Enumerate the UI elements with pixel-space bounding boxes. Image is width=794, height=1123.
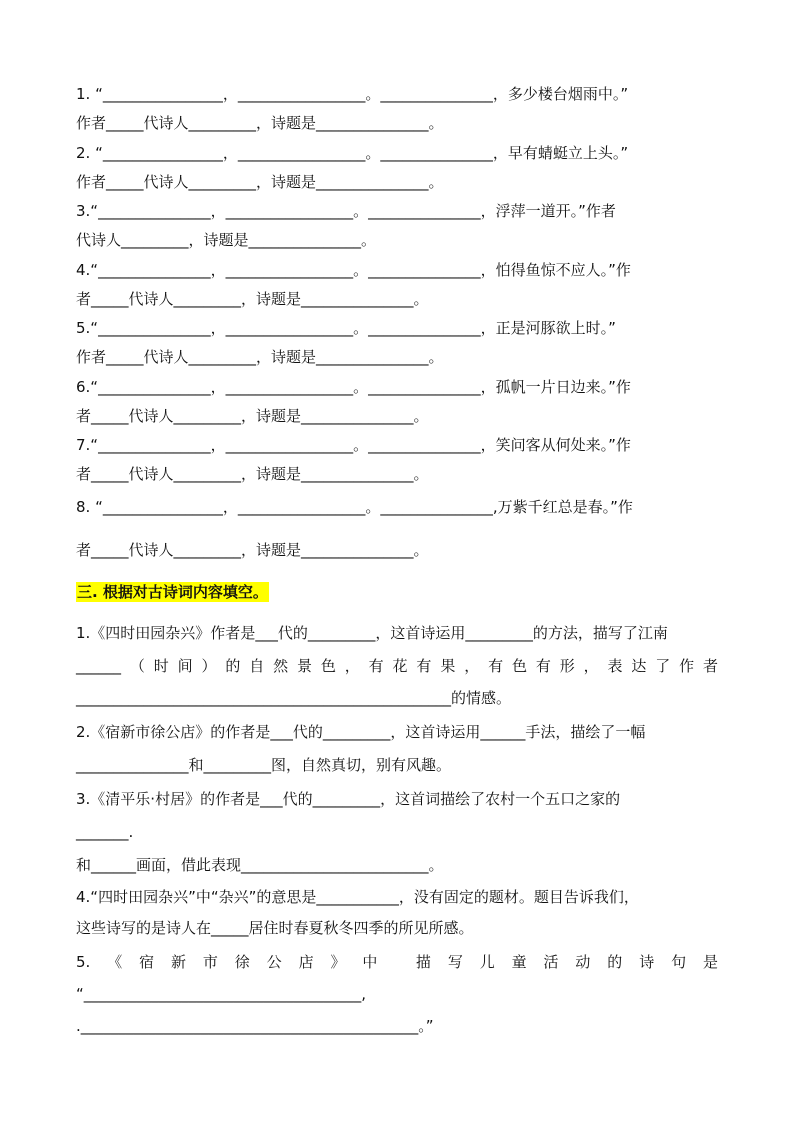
s3-q2-line1: 2.《宿新市徐公店》的作者是___代的_________，这首诗运用______手法，描绘了一幅 bbox=[76, 723, 646, 741]
q5-verse-line: 5.“_______________，_________________。_______________，正是河豚欲上时。” bbox=[76, 319, 616, 337]
q7-author-line: 者_____代诗人_________，诗题是_______________。 bbox=[76, 465, 429, 483]
s3-q1-line3: __________________________________________________的情感。 bbox=[76, 689, 512, 707]
q1-verse-line: 1. “________________，_________________。_______________，多少楼台烟雨中。” bbox=[76, 85, 629, 103]
s3-q5-line1: 5.《宿新市徐公店》中 描写儿童活动的诗句是 bbox=[76, 953, 718, 971]
q3-verse-line: 3.“_______________，_________________。_______________，浮萍一道开。”作者 bbox=[76, 202, 616, 220]
s3-q5-line2: “_____________________________________, bbox=[76, 985, 367, 1003]
q7-verse-line: 7.“_______________，_________________。_______________，笑问客从何处来。”作 bbox=[76, 436, 631, 454]
q6-author-line: 者_____代诗人_________，诗题是_______________。 bbox=[76, 407, 429, 425]
s3-q3-line3: 和______画面，借此表现_________________________。 bbox=[76, 856, 444, 874]
s3-q1-line1: 1.《四时田园杂兴》作者是___代的_________，这首诗运用_________的方法，描写了江南 bbox=[76, 624, 668, 642]
s3-q3-line2: _______. bbox=[76, 823, 134, 841]
s3-q4-line2: 这些诗写的是诗人在_____居住时春夏秋冬四季的所见所感。 bbox=[76, 919, 474, 937]
q1-author-line: 作者_____代诗人_________，诗题是_______________。 bbox=[76, 114, 444, 132]
q2-author-line: 作者_____代诗人_________，诗题是_______________。 bbox=[76, 173, 444, 191]
section-three-heading: 三. 根据对古诗词内容填空。 bbox=[77, 583, 268, 601]
s3-q2-line2: _______________和_________图，自然真切，别有风趣。 bbox=[76, 756, 452, 774]
q2-verse-line: 2. “________________，_________________。_______________，早有蜻蜓立上头。” bbox=[76, 144, 629, 162]
q3-author-line: 代诗人_________，诗题是_______________。 bbox=[76, 231, 377, 249]
q4-author-line: 者_____代诗人_________，诗题是_______________。 bbox=[76, 290, 429, 308]
s3-q4-line1: 4.“四时田园杂兴”中“杂兴”的意思是___________，没有固定的题材。题目告诉我们， bbox=[76, 888, 639, 906]
s3-q3-line1: 3.《清平乐·村居》的作者是___代的_________，这首词描绘了农村一个五口之家的 bbox=[76, 790, 621, 808]
q8-verse-line: 8. “________________，_________________。_______________,万紫千红总是春。”作 bbox=[76, 498, 633, 516]
s3-q5-line3: ._____________________________________________。” bbox=[76, 1017, 434, 1035]
q5-author-line: 作者_____代诗人_________，诗题是_______________。 bbox=[76, 348, 444, 366]
q6-verse-line: 6.“_______________，_________________。_______________，孤帆一片日边来。”作 bbox=[76, 378, 631, 396]
s3-q1-line2: ______（时间）的自然景色，有花有果，有色有形，表达了作者 bbox=[76, 657, 718, 675]
q8-author-line: 者_____代诗人_________，诗题是_______________。 bbox=[76, 541, 429, 559]
q4-verse-line: 4.“_______________，_________________。_______________，怕得鱼惊不应人。”作 bbox=[76, 261, 631, 279]
